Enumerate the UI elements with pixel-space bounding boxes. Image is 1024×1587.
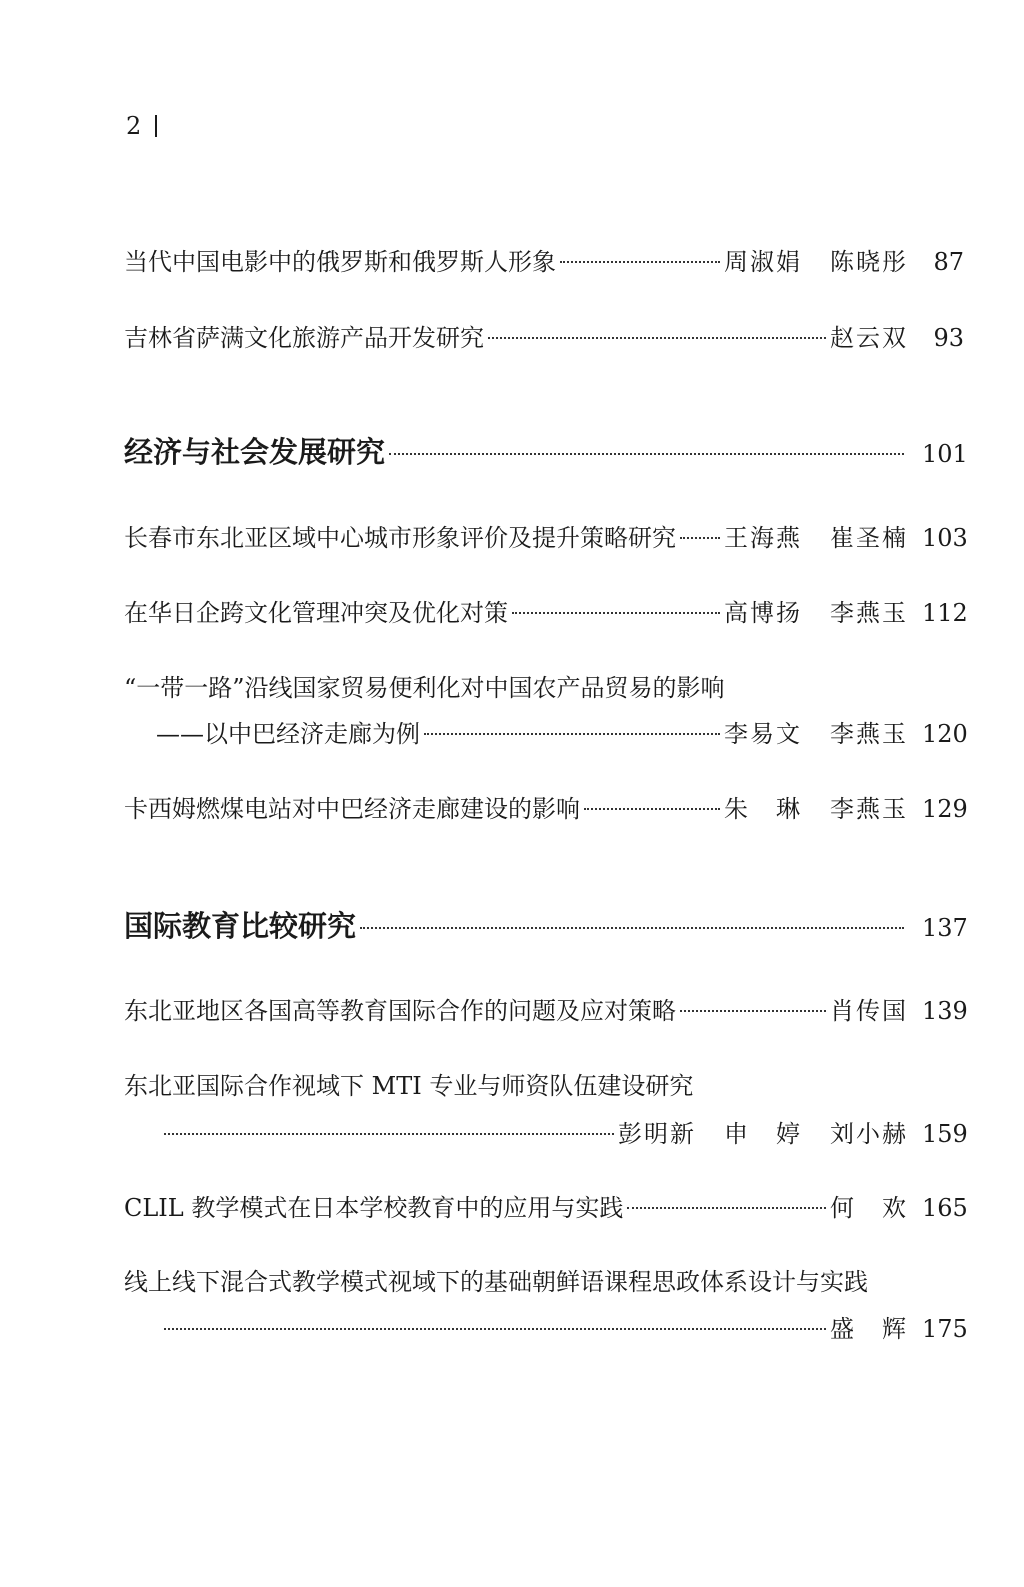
toc-entry — [156, 718, 968, 750]
toc-entry — [124, 246, 964, 278]
section-page: 101 — [922, 440, 968, 468]
entry-page: 120 — [922, 720, 968, 748]
entry-authors: 赵云双 — [830, 324, 908, 352]
page-header — [126, 112, 157, 140]
toc-section — [124, 435, 968, 470]
dot-leader — [360, 927, 904, 929]
dot-leader — [164, 1328, 826, 1330]
dot-leader — [680, 1010, 826, 1012]
entry-title: 卡西姆燃煤电站对中巴经济走廊建设的影响 — [124, 795, 580, 823]
dot-leader — [389, 453, 904, 455]
dot-leader — [627, 1207, 826, 1209]
toc-entry — [160, 1118, 968, 1150]
entry-title: CLIL 教学模式在日本学校教育中的应用与实践 — [124, 1194, 624, 1222]
toc-entry — [124, 793, 968, 825]
entry-page: 159 — [922, 1120, 968, 1148]
entry-authors: 王海燕 崔圣楠 — [724, 524, 908, 552]
entry-title: 在华日企跨文化管理冲突及优化对策 — [124, 599, 508, 627]
entry-page: 139 — [922, 997, 968, 1025]
entry-title: 线上线下混合式教学模式视域下的基础朝鲜语课程思政体系设计与实践 — [124, 1268, 868, 1296]
entry-title: 东北亚国际合作视域下 MTI 专业与师资队伍建设研究 — [124, 1072, 694, 1100]
section-title: 国际教育比较研究 — [124, 909, 357, 943]
section-title: 经济与社会发展研究 — [124, 435, 386, 469]
entry-authors: 高博扬 李燕玉 — [724, 599, 908, 627]
dot-leader — [424, 733, 720, 735]
toc-entry — [124, 995, 968, 1027]
entry-authors: 肖传国 — [830, 997, 908, 1025]
entry-subtitle: ——以中巴经济走廊为例 — [156, 720, 420, 748]
section-page: 137 — [922, 914, 968, 942]
entry-authors: 盛 辉 — [830, 1315, 908, 1343]
entry-page: 175 — [922, 1315, 968, 1343]
entry-page: 112 — [922, 599, 968, 627]
dot-leader — [164, 1133, 614, 1135]
dot-leader — [560, 261, 720, 263]
toc-entry — [124, 522, 968, 554]
entry-authors: 朱 琳 李燕玉 — [724, 795, 908, 823]
entry-page: 165 — [922, 1194, 968, 1222]
entry-authors: 周淑娟 陈晓彤 — [724, 248, 908, 276]
toc-entry — [160, 1313, 968, 1345]
entry-authors: 彭明新 申 婷 刘小赫 — [618, 1120, 908, 1148]
entry-title: 东北亚地区各国高等教育国际合作的问题及应对策略 — [124, 997, 676, 1025]
entry-page: 87 — [933, 248, 964, 276]
entry-title: 当代中国电影中的俄罗斯和俄罗斯人形象 — [124, 248, 556, 276]
dot-leader — [512, 612, 720, 614]
entry-title: “一带一路”沿线国家贸易便利化对中国农产品贸易的影响 — [124, 674, 725, 702]
header-divider — [155, 115, 157, 137]
toc-entry — [124, 322, 964, 354]
entry-page: 93 — [933, 324, 964, 352]
entry-authors: 何 欢 — [830, 1194, 908, 1222]
entry-page: 129 — [922, 795, 968, 823]
toc-entry — [124, 597, 968, 629]
toc-section — [124, 909, 968, 944]
dot-leader — [488, 337, 826, 339]
entry-authors: 李易文 李燕玉 — [724, 720, 908, 748]
dot-leader — [584, 808, 720, 810]
entry-title: 吉林省萨满文化旅游产品开发研究 — [124, 324, 484, 352]
page-number: 2 — [126, 112, 142, 140]
toc-entry — [124, 1192, 968, 1224]
entry-page: 103 — [922, 524, 968, 552]
entry-title: 长春市东北亚区域中心城市形象评价及提升策略研究 — [124, 524, 676, 552]
dot-leader — [680, 537, 720, 539]
